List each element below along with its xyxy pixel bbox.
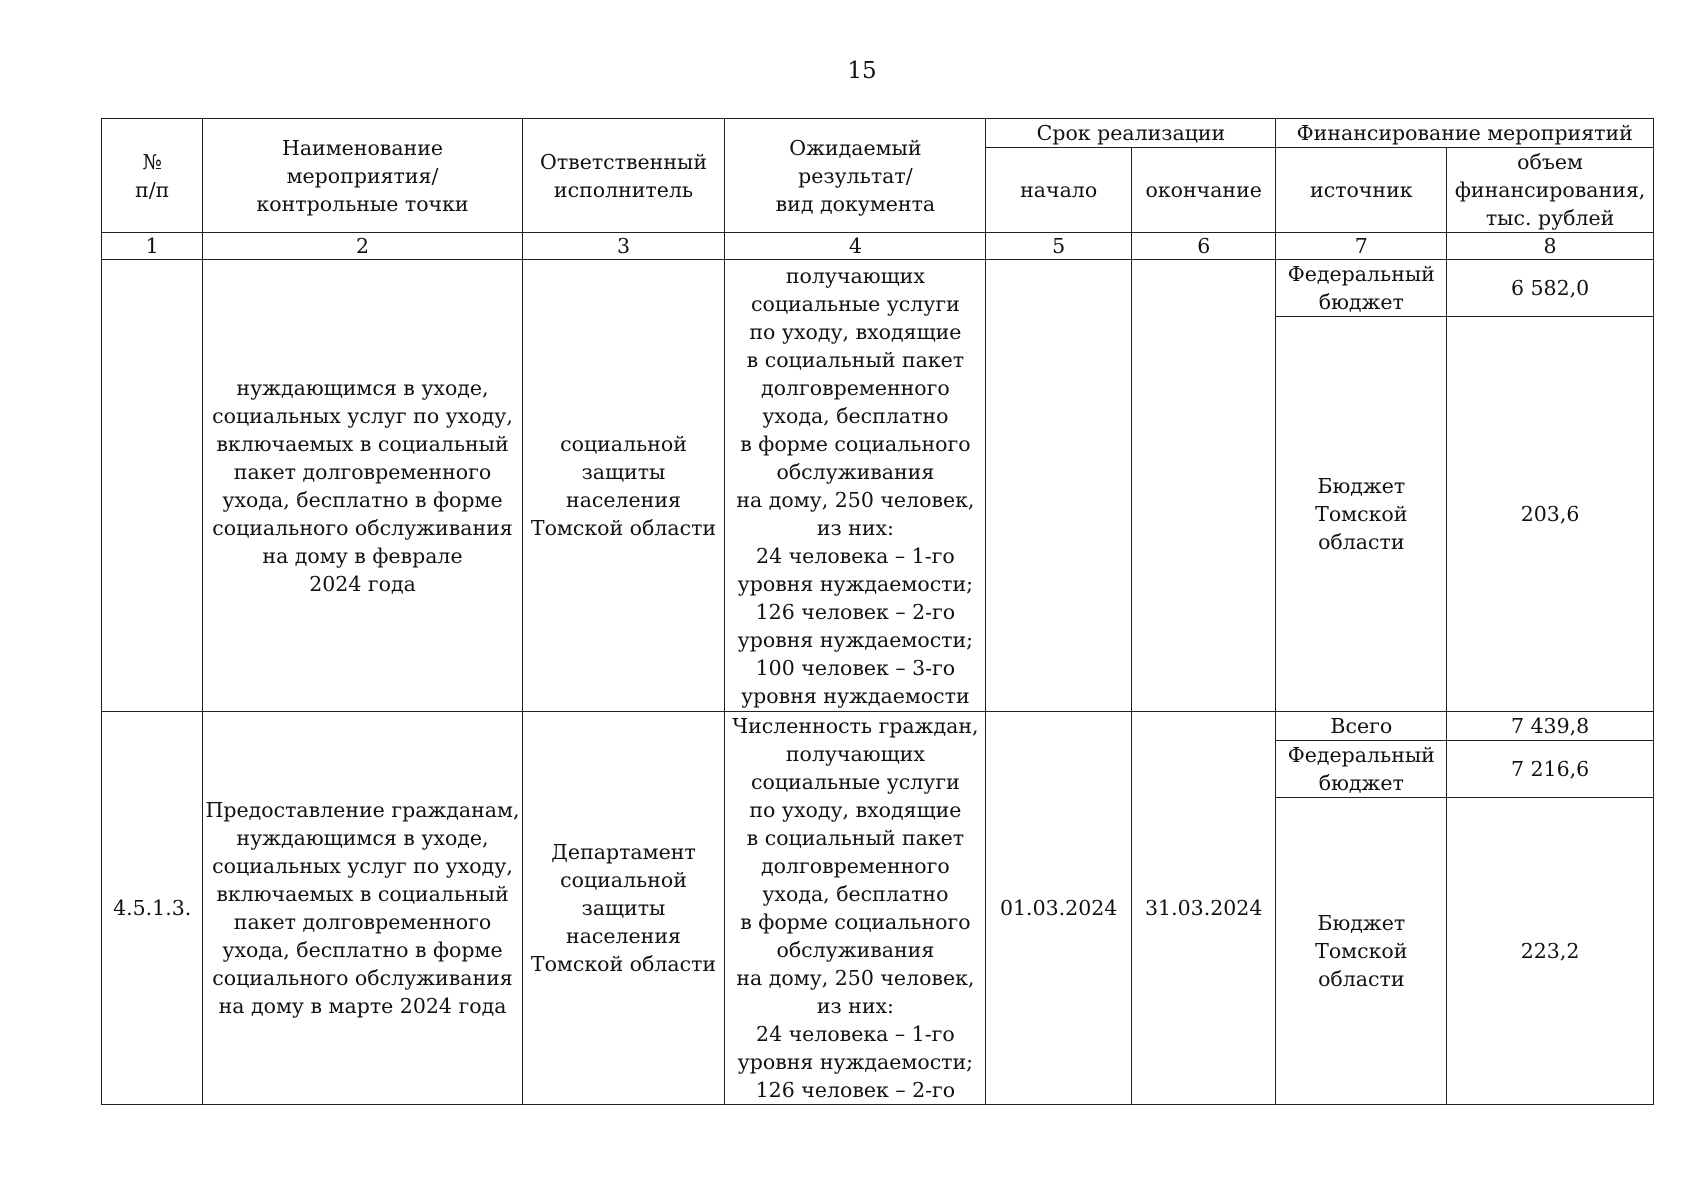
header-term-group: Срок реализации	[986, 119, 1276, 148]
funding-amount: 7 439,8	[1447, 712, 1654, 741]
expected-result: Численность граждан, получающих социальные услуги по уходу, входящие в социальный пакет долговременного ухода, бесплатно в форме социального обслуживания на дому, 250 человек, из них: 24 человека – 1-го уровня нуждаемости; 126 человек – 2-го	[725, 712, 986, 1105]
row-number	[102, 260, 203, 712]
header-end: окончание	[1131, 148, 1276, 233]
funding-amount: 6 582,0	[1447, 260, 1654, 317]
funding-source: Бюджет Томской области	[1276, 798, 1447, 1105]
page-number: 15	[847, 58, 877, 84]
end-date	[1131, 260, 1276, 712]
executor: социальной защиты населения Томской области	[522, 260, 725, 712]
header-amount: объем финансирования, тыс. рублей	[1447, 148, 1654, 233]
column-number: 1	[102, 233, 203, 260]
column-number: 7	[1276, 233, 1447, 260]
column-number: 5	[986, 233, 1132, 260]
expected-result: получающих социальные услуги по уходу, входящие в социальный пакет долговременного ухода, бесплатно в форме социального обслуживания на дому, 250 человек, из них: 24 человека – 1-го уровня нуждаемости; 126 человек – 2-го уровня нуждаемости; 100 человек – 3-го уровня нуждаемости	[725, 260, 986, 712]
funding-amount: 223,2	[1447, 798, 1654, 1105]
start-date	[986, 260, 1132, 712]
table-row	[102, 712, 1654, 741]
header-source: источник	[1276, 148, 1447, 233]
column-numbers-row	[102, 233, 1654, 260]
funding-amount: 203,6	[1447, 317, 1654, 712]
activity-name: Предоставление гражданам, нуждающимся в уходе, социальных услуг по уходу, включаемых в социальный пакет долговременного ухода, бесплатно в форме социального обслуживания на дому в марте 2024 года	[203, 712, 522, 1105]
activity-name: нуждающимся в уходе, социальных услуг по уходу, включаемых в социальный пакет долговременного ухода, бесплатно в форме социального обслуживания на дому в феврале 2024 года	[203, 260, 522, 712]
header-executor: Ответственный исполнитель	[522, 119, 725, 233]
activities-table	[101, 118, 1654, 1105]
executor: Департамент социальной защиты населения Томской области	[522, 712, 725, 1105]
start-date: 01.03.2024	[986, 712, 1132, 1105]
funding-source: Федеральный бюджет	[1276, 260, 1447, 317]
funding-source: Бюджет Томской области	[1276, 317, 1447, 712]
end-date: 31.03.2024	[1131, 712, 1276, 1105]
header-activity-name: Наименование мероприятия/ контрольные точки	[203, 119, 522, 233]
funding-source: Всего	[1276, 712, 1447, 741]
column-number: 3	[522, 233, 725, 260]
funding-amount: 7 216,6	[1447, 741, 1654, 798]
column-number: 8	[1447, 233, 1654, 260]
funding-source: Федеральный бюджет	[1276, 741, 1447, 798]
header-start: начало	[986, 148, 1132, 233]
table-row	[102, 260, 1654, 317]
header-number: № п/п	[102, 119, 203, 233]
column-number: 2	[203, 233, 522, 260]
header-expected-result: Ожидаемый результат/ вид документа	[725, 119, 986, 233]
header-finance-group: Финансирование мероприятий	[1276, 119, 1654, 148]
row-number: 4.5.1.3.	[102, 712, 203, 1105]
column-number: 6	[1131, 233, 1276, 260]
column-number: 4	[725, 233, 986, 260]
